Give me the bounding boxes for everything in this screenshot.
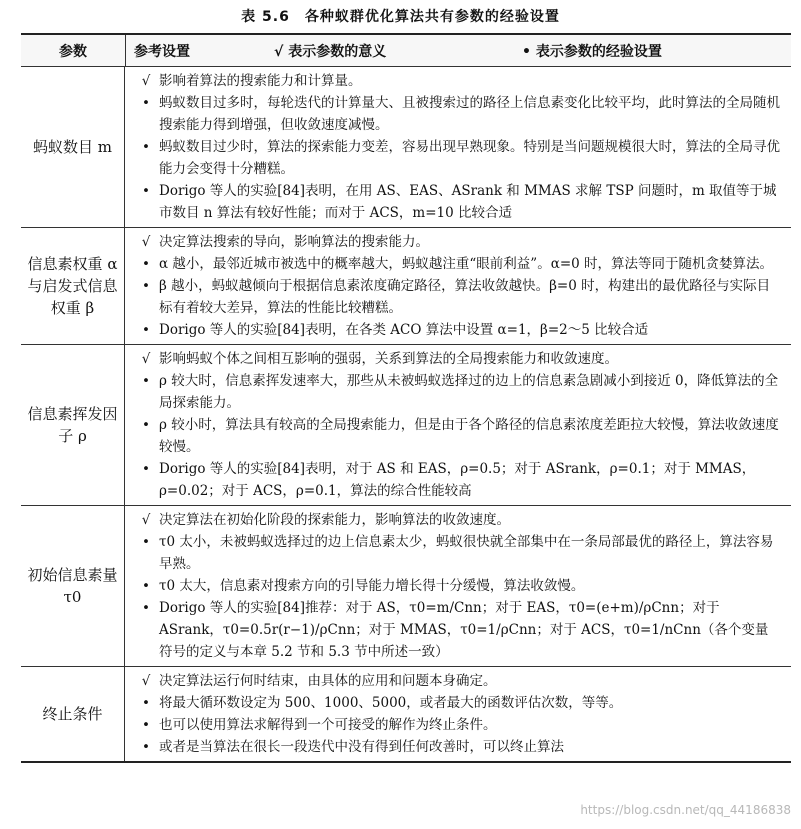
- list-item: [133, 458, 781, 502]
- bullet-icon: •: [142, 139, 150, 155]
- check-mark-icon: √: [141, 73, 151, 89]
- item-text: τ0 太大，信息素对搜索方向的引导能力增长得十分缓慢，算法收敛慢。: [159, 578, 585, 594]
- list-item: [133, 736, 781, 758]
- header-legend-bullet: • 表示参数的经验设置: [522, 43, 662, 60]
- list-item: [133, 348, 781, 370]
- param-name: 信息素挥发因子 ρ: [21, 345, 125, 505]
- bullet-icon: •: [142, 717, 150, 733]
- list-item: [133, 136, 781, 180]
- bullet-icon: •: [142, 183, 150, 199]
- item-text: Dorigo 等人的实验[84]表明，对于 AS 和 EAS，ρ=0.5；对于 ASrank，ρ=0.1；对于 MMAS，ρ=0.02；对于 ACS，ρ=0.1，算法的综合性能较高: [159, 461, 756, 499]
- item-text: 蚂蚁数目过多时，每轮迭代的计算量大、且被搜索过的路径上信息素变化比较平均，此时算法的全局随机搜索能力得到增强，但收敛速度减慢。: [159, 95, 780, 133]
- param-name: 初始信息素量 τ0: [21, 506, 125, 666]
- table-row: [21, 67, 791, 228]
- param-name: 终止条件: [21, 667, 125, 761]
- table-row: [21, 667, 791, 761]
- header-param: 参数: [21, 35, 126, 66]
- list-item: [133, 180, 781, 224]
- bullet-icon: •: [142, 578, 150, 594]
- item-text: 将最大循环数设定为 500、1000、5000，或者最大的函数评估次数，等等。: [159, 695, 623, 711]
- item-text: 决定算法搜索的导向，影响算法的搜索能力。: [159, 234, 429, 250]
- item-text: α 越小，最邻近城市被选中的概率越大，蚂蚁越注重“眼前利益”。α=0 时，算法等同于随机贪婪算法。: [159, 256, 774, 272]
- item-text: Dorigo 等人的实验[84]推荐：对于 AS，τ0=m/Cnn；对于 EAS，τ0=(e+m)/ρCnn；对于 ASrank，τ0=0.5r(r−1)/ρCnn；对于 MMAS，τ0=1/ρCnn；对于 ACS，τ0=1/nCnn（各个变量符号的定义与本章 5.2 节和 5.3 节中所述一致）: [159, 600, 769, 660]
- param-settings: [125, 667, 791, 761]
- item-text: 影响蚂蚁个体之间相互影响的强弱，关系到算法的全局搜索能力和收敛速度。: [159, 351, 618, 367]
- bullet-icon: •: [142, 373, 150, 389]
- list-item: [133, 253, 781, 275]
- list-item: [133, 692, 781, 714]
- header-setting: 参考设置: [134, 43, 190, 60]
- bullet-icon: •: [142, 417, 150, 433]
- bullet-icon: •: [142, 256, 150, 272]
- item-text: τ0 太小，未被蚂蚁选择过的边上信息素太少，蚂蚁很快就全部集中在一条局部最优的路径上，算法容易早熟。: [159, 534, 774, 572]
- param-settings: [125, 345, 791, 505]
- bullet-icon: •: [142, 695, 150, 711]
- list-item: [133, 92, 781, 136]
- item-text: Dorigo 等人的实验[84]表明，在各类 ACO 算法中设置 α=1，β=2～5 比较合适: [159, 322, 649, 338]
- list-item: [133, 370, 781, 414]
- item-text: Dorigo 等人的实验[84]表明，在用 AS、EAS、ASrank 和 MMAS 求解 TSP 问题时，m 取值等于城市数目 n 算法有较好性能；而对于 ACS，m=10 比较合适: [159, 183, 777, 221]
- list-item: [133, 509, 781, 531]
- watermark: https://blog.csdn.net/qq_44186838: [580, 803, 791, 817]
- bullet-icon: •: [142, 278, 150, 294]
- table-row: [21, 345, 791, 506]
- bullet-icon: •: [142, 461, 150, 477]
- check-mark-icon: √: [141, 234, 151, 250]
- list-item: [133, 319, 781, 341]
- list-item: [133, 597, 781, 663]
- table-row: [21, 228, 791, 345]
- bullet-icon: •: [142, 95, 150, 111]
- check-mark-icon: √: [141, 351, 151, 367]
- param-settings: [125, 67, 791, 227]
- param-name: 蚂蚁数目 m: [21, 67, 125, 227]
- item-text: 或者是当算法在很长一段迭代中没有得到任何改善时，可以终止算法: [159, 739, 564, 755]
- list-item: [133, 575, 781, 597]
- item-text: 影响着算法的搜索能力和计算量。: [159, 73, 362, 89]
- table-title: 表 5.6 各种蚁群优化算法共有参数的经验设置: [241, 9, 560, 25]
- check-mark-icon: √: [141, 512, 151, 528]
- table-row: [21, 506, 791, 667]
- item-text: ρ 较小时，算法具有较高的全局搜索能力，但是由于各个路径的信息素浓度差距拉大较慢，算法收敛速度较慢。: [159, 417, 779, 455]
- list-item: [133, 70, 781, 92]
- bullet-icon: •: [142, 600, 150, 616]
- item-text: 决定算法在初始化阶段的探索能力，影响算法的收敛速度。: [159, 512, 510, 528]
- check-mark-icon: √: [141, 673, 151, 689]
- item-text: β 越小，蚂蚁越倾向于根据信息素浓度确定路径，算法收敛越快。β=0 时，构建出的最优路径与实际目标有着较大差异，算法的性能比较糟糕。: [159, 278, 771, 316]
- bullet-icon: •: [142, 322, 150, 338]
- list-item: [133, 231, 781, 253]
- header-legend-check: √ 表示参数的意义: [274, 43, 387, 60]
- param-name: 信息素权重 α 与启发式信息权重 β: [21, 228, 125, 344]
- parameter-table: [21, 33, 791, 763]
- list-item: [133, 531, 781, 575]
- list-item: [133, 275, 781, 319]
- item-text: 也可以使用算法求解得到一个可接受的解作为终止条件。: [159, 717, 497, 733]
- list-item: [133, 670, 781, 692]
- item-text: 蚂蚁数目过少时，算法的探索能力变差，容易出现早熟现象。特别是当问题规模很大时，算法的全局寻优能力会变得十分糟糕。: [159, 139, 780, 177]
- header-setting-cell: [126, 35, 791, 66]
- list-item: [133, 414, 781, 458]
- table-header: [21, 35, 791, 67]
- param-settings: [125, 228, 791, 344]
- bullet-icon: •: [142, 534, 150, 550]
- item-text: ρ 较大时，信息素挥发速率大，那些从未被蚂蚁选择过的边上的信息素急剧减小到接近 0，降低算法的全局探索能力。: [159, 373, 779, 411]
- bullet-icon: •: [142, 739, 150, 755]
- list-item: [133, 714, 781, 736]
- item-text: 决定算法运行何时结束，由具体的应用和问题本身确定。: [159, 673, 497, 689]
- param-settings: [125, 506, 791, 666]
